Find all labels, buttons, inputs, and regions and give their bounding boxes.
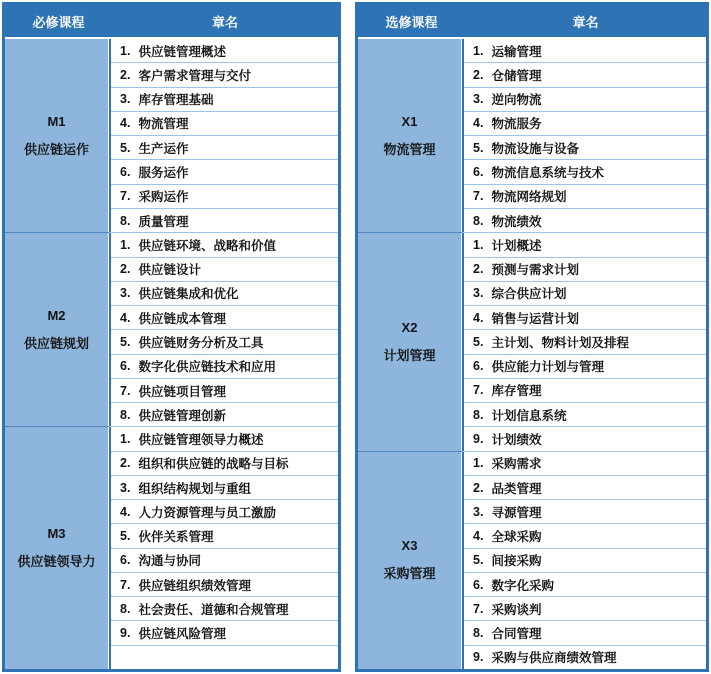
course-code: M1 xyxy=(47,113,66,129)
chapter-title: 物流绩效 xyxy=(491,214,542,229)
chapter-title: 供应链管理领导力概述 xyxy=(138,433,264,448)
chapter-row xyxy=(111,281,338,305)
table-header xyxy=(5,5,338,39)
chapter-title: 采购需求 xyxy=(491,457,542,472)
chapter-title: 计划绩效 xyxy=(491,432,542,447)
chapter-list xyxy=(462,233,706,450)
chapter-row xyxy=(111,620,338,644)
course-name: 供应链运作 xyxy=(23,141,89,157)
course-name: 采购管理 xyxy=(383,566,436,582)
chapter-title: 数字化供应链技术和应用 xyxy=(138,360,276,375)
chapter-number: 6. xyxy=(120,165,131,180)
chapter-title: 供应链组织绩效管理 xyxy=(138,578,251,593)
chapter-title: 供应链设计 xyxy=(138,263,201,278)
chapter-title: 生产运作 xyxy=(138,141,189,156)
chapter-number: 5. xyxy=(120,140,131,155)
chapter-row xyxy=(464,499,706,523)
chapter-number: 3. xyxy=(120,92,131,107)
chapter-title: 供应链集成和优化 xyxy=(138,287,239,302)
course-code: M2 xyxy=(47,307,66,323)
chapter-row xyxy=(464,596,706,620)
chapter-number: 1. xyxy=(473,456,484,471)
chapter-row xyxy=(111,87,338,111)
chapter-row xyxy=(111,62,338,86)
chapter-number: 7. xyxy=(473,601,484,616)
chapter-title: 合同管理 xyxy=(491,627,542,642)
chapter-number: 5. xyxy=(120,529,131,544)
chapter-number: 1. xyxy=(473,237,484,252)
chapter-column-header: 章名 xyxy=(211,14,238,30)
chapter-number: 5. xyxy=(473,553,484,568)
chapter-row xyxy=(464,184,706,208)
chapter-row xyxy=(111,354,338,378)
chapter-row xyxy=(111,111,338,135)
chapter-row xyxy=(464,475,706,499)
chapter-title: 库存管理 xyxy=(491,384,542,399)
chapter-row xyxy=(111,39,338,62)
course-group-cell xyxy=(5,233,109,426)
chapter-row xyxy=(111,378,338,402)
chapter-list xyxy=(109,427,338,669)
course-section-X2 xyxy=(358,232,706,450)
chapter-number: 9. xyxy=(473,431,484,446)
course-section-M2 xyxy=(5,232,338,426)
chapter-column-header: 章名 xyxy=(572,14,599,30)
chapter-number: 2. xyxy=(120,67,131,82)
chapter-number: 4. xyxy=(120,310,131,325)
course-code: X3 xyxy=(401,538,418,554)
chapter-row xyxy=(111,402,338,426)
chapter-number: 7. xyxy=(473,189,484,204)
chapter-number: 3. xyxy=(120,286,131,301)
elective-courses-table xyxy=(355,2,709,672)
chapter-row xyxy=(464,305,706,329)
chapter-title: 物流网络规划 xyxy=(491,190,567,205)
chapter-row xyxy=(464,159,706,183)
table-body xyxy=(358,39,706,669)
chapter-title: 物流设施与设备 xyxy=(491,141,579,156)
chapter-number: 7. xyxy=(120,383,131,398)
chapter-title: 采购谈判 xyxy=(491,602,542,617)
chapter-row xyxy=(111,184,338,208)
table-header xyxy=(358,5,706,39)
chapter-number: 4. xyxy=(120,504,131,519)
chapter-number: 2. xyxy=(473,262,484,277)
course-group-cell xyxy=(358,233,462,450)
chapter-title: 供应链项目管理 xyxy=(138,384,226,399)
chapter-row xyxy=(464,523,706,547)
chapter-number: 7. xyxy=(120,577,131,592)
chapter-row xyxy=(464,548,706,572)
chapter-row xyxy=(111,548,338,572)
chapter-title: 社会责任、道德和合规管理 xyxy=(138,602,289,617)
course-group-cell xyxy=(358,452,462,669)
chapter-title: 采购运作 xyxy=(138,190,189,205)
chapter-title: 库存管理基础 xyxy=(138,93,214,108)
chapter-row xyxy=(464,572,706,596)
chapter-title: 数字化采购 xyxy=(491,578,554,593)
chapter-title: 采购与供应商绩效管理 xyxy=(491,651,617,666)
chapter-title: 预测与需求计划 xyxy=(491,263,579,278)
chapter-row xyxy=(464,111,706,135)
course-group-cell xyxy=(358,39,462,232)
chapter-number: 8. xyxy=(120,407,131,422)
chapter-row xyxy=(111,499,338,523)
chapter-row xyxy=(464,426,706,450)
course-name: 计划管理 xyxy=(383,347,436,363)
chapter-title: 计划概述 xyxy=(491,238,542,253)
chapter-row xyxy=(464,354,706,378)
chapter-row xyxy=(111,257,338,281)
chapter-number: 8. xyxy=(120,601,131,616)
chapter-title: 综合供应计划 xyxy=(491,287,567,302)
chapter-number: 4. xyxy=(120,116,131,131)
chapter-number: 4. xyxy=(473,310,484,325)
chapter-row xyxy=(464,257,706,281)
chapter-row xyxy=(111,159,338,183)
course-section-X3 xyxy=(358,451,706,669)
chapter-row xyxy=(111,135,338,159)
chapter-title: 供应链环境、战略和价值 xyxy=(138,238,276,253)
chapter-row xyxy=(464,208,706,232)
chapter-title: 计划信息系统 xyxy=(491,408,567,423)
course-code: M3 xyxy=(47,526,66,542)
chapter-number: 5. xyxy=(120,335,131,349)
course-column-header: 必修课程 xyxy=(32,14,85,30)
chapter-row xyxy=(464,620,706,644)
chapter-list xyxy=(462,452,706,669)
chapter-title: 销售与运营计划 xyxy=(491,311,579,326)
chapter-row xyxy=(464,645,706,669)
chapter-title: 服务运作 xyxy=(138,166,189,181)
chapter-number: 2. xyxy=(473,480,484,495)
chapter-title: 物流服务 xyxy=(491,117,542,132)
chapter-row xyxy=(464,378,706,402)
chapter-number: 6. xyxy=(120,359,131,374)
course-name: 供应链规划 xyxy=(23,335,89,351)
chapter-number: 1. xyxy=(120,43,131,58)
chapter-number: 9. xyxy=(473,650,484,665)
course-group-cell xyxy=(5,427,109,669)
chapter-title: 供应链风险管理 xyxy=(138,627,226,642)
chapter-title: 沟通与协同 xyxy=(138,554,201,569)
chapter-title: 质量管理 xyxy=(138,214,189,229)
chapter-row xyxy=(111,523,338,547)
chapter-row xyxy=(464,452,706,475)
course-code: X1 xyxy=(401,113,418,129)
chapter-number: 6. xyxy=(473,577,484,592)
chapter-number: 5. xyxy=(473,140,484,155)
chapter-number: 1. xyxy=(473,43,484,58)
chapter-number: 7. xyxy=(473,383,484,398)
chapter-number: 3. xyxy=(473,286,484,301)
course-section-M3 xyxy=(5,426,338,669)
chapter-row xyxy=(464,233,706,256)
chapter-row xyxy=(464,329,706,353)
chapter-number: 8. xyxy=(120,213,131,228)
chapter-title: 品类管理 xyxy=(491,481,542,496)
course-column-header: 选修课程 xyxy=(385,14,438,30)
chapter-title: 供应能力计划与管理 xyxy=(491,360,604,375)
course-section-M1 xyxy=(5,39,338,232)
chapter-number: 3. xyxy=(120,480,131,495)
chapter-number: 8. xyxy=(473,626,484,641)
chapter-row xyxy=(111,329,338,353)
table-body xyxy=(5,39,338,669)
chapter-number: 8. xyxy=(473,213,484,228)
chapter-title: 人力资源管理与员工激励 xyxy=(138,505,276,520)
chapter-number: 6. xyxy=(120,553,131,568)
chapter-row xyxy=(111,596,338,620)
chapter-number: 2. xyxy=(120,456,131,471)
chapter-number: 9. xyxy=(120,626,131,641)
chapter-title: 供应链成本管理 xyxy=(138,311,226,326)
chapter-title: 供应链管理概述 xyxy=(138,44,226,59)
chapter-row xyxy=(111,233,338,256)
chapter-list xyxy=(109,39,338,232)
chapter-number: 7. xyxy=(120,189,131,204)
chapter-title: 主计划、物料计划及排程 xyxy=(491,335,629,350)
chapter-list xyxy=(109,233,338,426)
chapter-title: 间接采购 xyxy=(491,554,542,569)
chapter-title: 客户需求管理与交付 xyxy=(138,68,251,83)
chapter-number: 1. xyxy=(120,237,131,252)
chapter-list xyxy=(462,39,706,232)
chapter-row xyxy=(111,427,338,450)
chapter-title: 运输管理 xyxy=(491,44,542,59)
chapter-number: 6. xyxy=(473,165,484,180)
chapter-row xyxy=(464,87,706,111)
chapter-row xyxy=(111,645,338,669)
chapter-number: 2. xyxy=(473,67,484,82)
chapter-title: 伙伴关系管理 xyxy=(138,530,214,545)
chapter-row xyxy=(464,39,706,62)
chapter-title: 组织和供应链的战略与目标 xyxy=(138,457,289,472)
chapter-title: 物流管理 xyxy=(138,117,189,132)
chapter-row xyxy=(464,135,706,159)
course-code: X2 xyxy=(401,319,418,335)
chapter-row xyxy=(111,305,338,329)
chapter-number: 4. xyxy=(473,116,484,131)
chapter-title: 仓储管理 xyxy=(491,68,542,83)
chapter-row xyxy=(111,475,338,499)
chapter-number: 3. xyxy=(473,92,484,107)
chapter-row xyxy=(464,402,706,426)
chapter-row xyxy=(111,451,338,475)
chapter-title: 供应链管理创新 xyxy=(138,408,226,423)
chapter-title: 组织结构规划与重组 xyxy=(138,481,251,496)
chapter-number: 3. xyxy=(473,504,484,519)
chapter-title: 物流信息系统与技术 xyxy=(491,166,604,181)
chapter-title: 全球采购 xyxy=(491,530,542,545)
chapter-title: 供应链财务分析及工具 xyxy=(138,336,264,350)
chapter-number: 2. xyxy=(120,262,131,277)
chapter-number: 4. xyxy=(473,529,484,544)
chapter-row xyxy=(111,208,338,232)
course-name: 供应链领导力 xyxy=(17,554,96,570)
course-section-X1 xyxy=(358,39,706,232)
course-group-cell xyxy=(5,39,109,232)
chapter-row xyxy=(464,281,706,305)
required-courses-table xyxy=(2,2,341,672)
chapter-row xyxy=(111,572,338,596)
chapter-number: 6. xyxy=(473,359,484,374)
chapter-title: 寻源管理 xyxy=(491,505,542,520)
chapter-title: 逆向物流 xyxy=(491,93,542,108)
chapter-number: 8. xyxy=(473,407,484,422)
chapter-number: 5. xyxy=(473,334,484,349)
course-name: 物流管理 xyxy=(383,141,436,157)
chapter-number: 1. xyxy=(120,432,131,447)
chapter-row xyxy=(464,62,706,86)
